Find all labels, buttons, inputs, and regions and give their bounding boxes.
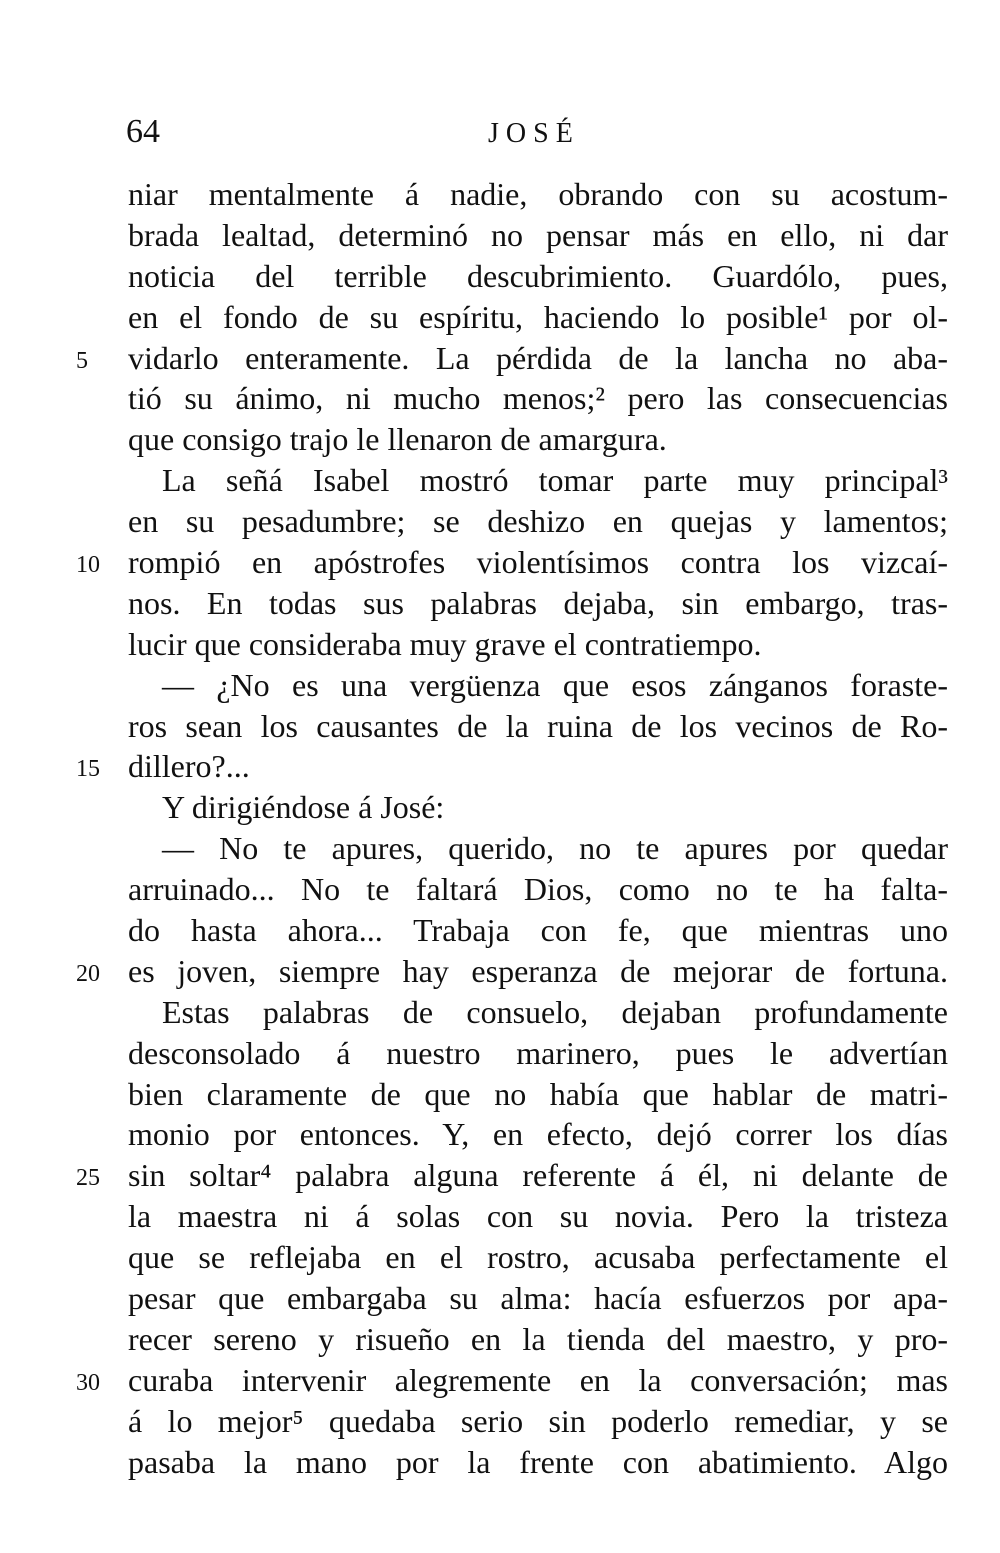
line-number: 15 bbox=[76, 756, 100, 783]
line-text: La señá Isabel mostró tomar parte muy principal³ bbox=[162, 462, 948, 499]
text-line bbox=[128, 1114, 948, 1155]
text-line bbox=[128, 869, 948, 910]
line-text: en su pesadumbre; se deshizo en quejas y lamentos; bbox=[128, 503, 948, 540]
text-line bbox=[128, 992, 948, 1033]
line-number: 5 bbox=[76, 347, 88, 374]
text-line bbox=[128, 665, 948, 706]
line-text: do hasta ahora... Trabaja con fe, que mientras uno bbox=[128, 912, 948, 949]
line-text: Y dirigiéndose á José: bbox=[162, 789, 445, 826]
text-line bbox=[128, 1237, 948, 1278]
text-line bbox=[128, 583, 948, 624]
line-text: Estas palabras de consuelo, dejaban profundamente bbox=[162, 993, 948, 1030]
line-number: 20 bbox=[76, 960, 100, 987]
text-line bbox=[128, 460, 948, 501]
text-line bbox=[128, 297, 948, 338]
text-line bbox=[128, 1278, 948, 1319]
line-text: á lo mejor⁵ quedaba serio sin poderlo remediar, y se bbox=[128, 1402, 948, 1439]
line-text: — ¿No es una vergüenza que esos zánganos foraste- bbox=[162, 666, 948, 703]
line-text: — No te apures, querido, no te apures por quedar bbox=[162, 830, 948, 867]
text-line bbox=[128, 787, 948, 828]
line-text: brada lealtad, determinó no pensar más en ello, ni dar bbox=[128, 216, 948, 253]
text-line bbox=[128, 419, 948, 460]
text-line bbox=[128, 1442, 948, 1483]
text-line bbox=[128, 378, 948, 419]
line-text: vidarlo enteramente. La pérdida de la lancha no aba- bbox=[128, 339, 948, 376]
line-number: 10 bbox=[76, 552, 100, 579]
line-text: tió su ánimo, ni mucho menos;² pero las consecuencias bbox=[128, 380, 948, 417]
line-text: lucir que consideraba muy grave el contratiempo. bbox=[128, 625, 762, 662]
text-line bbox=[128, 624, 948, 665]
line-text: rompió en apóstrofes violentísimos contra los vizcaí- bbox=[128, 544, 948, 581]
line-text: nos. En todas sus palabras dejaba, sin embargo, tras- bbox=[128, 584, 948, 621]
line-text: sin soltar⁴ palabra alguna referente á él, ni delante de bbox=[128, 1157, 948, 1194]
line-text: desconsolado á nuestro marinero, pues le advertían bbox=[128, 1034, 948, 1071]
running-head: JOSÉ bbox=[488, 118, 580, 149]
text-line bbox=[128, 706, 948, 747]
text-line bbox=[128, 174, 948, 215]
text-line bbox=[76, 338, 948, 379]
page-number: 64 bbox=[126, 113, 160, 150]
text-line bbox=[128, 828, 948, 869]
line-text: ros sean los causantes de la ruina de los vecinos de Ro- bbox=[128, 707, 948, 744]
line-text: es joven, siempre hay esperanza de mejorar de fortuna. bbox=[128, 952, 948, 989]
text-block bbox=[76, 174, 948, 1483]
text-line bbox=[128, 215, 948, 256]
text-line bbox=[128, 1033, 948, 1074]
line-text: noticia del terrible descubrimiento. Guardólo, pues, bbox=[128, 257, 948, 294]
line-text: curaba intervenir alegremente en la conversación; mas bbox=[128, 1361, 948, 1398]
text-line bbox=[76, 951, 948, 992]
text-line bbox=[76, 1155, 948, 1196]
text-line bbox=[128, 256, 948, 297]
text-line bbox=[128, 501, 948, 542]
line-text: arruinado... No te faltará Dios, como no te ha falta- bbox=[128, 871, 948, 908]
line-text: recer sereno y risueño en la tienda del maestro, y pro- bbox=[128, 1320, 948, 1357]
line-text: que consigo trajo le llenaron de amargura. bbox=[128, 421, 667, 458]
line-text: niar mentalmente á nadie, obrando con su acostum- bbox=[128, 176, 948, 212]
text-line bbox=[76, 1360, 948, 1401]
line-text: bien claramente de que no había que hablar de matri- bbox=[128, 1075, 948, 1112]
line-text: dillero?... bbox=[128, 748, 250, 785]
text-line bbox=[128, 1196, 948, 1237]
text-line bbox=[76, 746, 948, 787]
text-line bbox=[76, 542, 948, 583]
line-text: pasaba la mano por la frente con abatimiento. Algo bbox=[128, 1443, 948, 1480]
text-line bbox=[128, 1074, 948, 1115]
line-text: monio por entonces. Y, en efecto, dejó correr los días bbox=[128, 1116, 948, 1153]
line-text: que se reflejaba en el rostro, acusaba perfectamente el bbox=[128, 1239, 948, 1276]
text-line bbox=[128, 910, 948, 951]
line-number: 30 bbox=[76, 1369, 100, 1396]
line-text: pesar que embargaba su alma: hacía esfuerzos por apa- bbox=[128, 1280, 948, 1317]
line-number: 25 bbox=[76, 1165, 100, 1192]
text-line bbox=[128, 1401, 948, 1442]
line-text: la maestra ni á solas con su novia. Pero la tristeza bbox=[128, 1198, 948, 1235]
line-text: en el fondo de su espíritu, haciendo lo posible¹ por ol- bbox=[128, 298, 948, 335]
text-line bbox=[128, 1319, 948, 1360]
